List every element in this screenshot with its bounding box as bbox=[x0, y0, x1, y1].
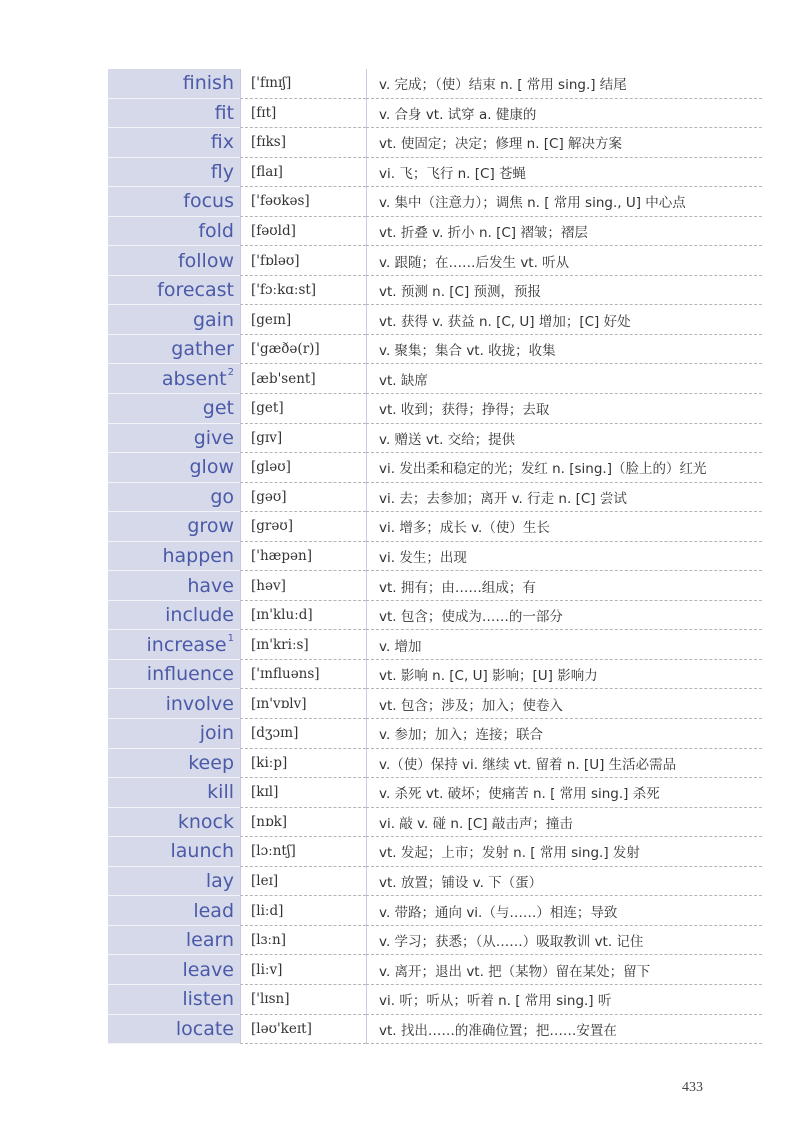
vocab-row bbox=[108, 601, 762, 631]
vocab-row bbox=[108, 571, 762, 601]
vocab-word-text: listen bbox=[182, 988, 234, 1011]
vocab-word bbox=[108, 483, 240, 513]
vocab-row bbox=[108, 364, 762, 394]
vocab-definition: vi. 听；听从；听着 n. [ 常用 sing.] 听 bbox=[366, 985, 762, 1015]
vocab-word-text: have bbox=[187, 574, 234, 597]
vocab-pronunciation: [ləʊ'keɪt] bbox=[240, 1015, 366, 1045]
vocab-pronunciation: [flaɪ] bbox=[240, 158, 366, 188]
page-number: 433 bbox=[682, 1080, 703, 1095]
vocab-definition: vi. 飞；飞行 n. [C] 苍蝇 bbox=[366, 158, 762, 188]
vocab-word-text: glow bbox=[189, 456, 234, 479]
vocab-definition: vt. 包含；使成为……的一部分 bbox=[366, 601, 762, 631]
vocab-row bbox=[108, 217, 762, 247]
vocab-word-text: learn bbox=[185, 929, 234, 952]
vocab-word-text: get bbox=[202, 397, 234, 420]
vocab-word-text: fold bbox=[198, 220, 234, 242]
vocab-word-text: kill bbox=[207, 781, 234, 804]
vocab-definition: vt. 预测 n. [C] 预测，预报 bbox=[366, 276, 762, 306]
vocab-pronunciation: [liːv] bbox=[240, 955, 366, 985]
vocab-word bbox=[108, 512, 240, 542]
vocab-definition: v. 离开；退出 vt. 把（某物）留在某处；留下 bbox=[366, 955, 762, 985]
vocab-word-superscript: 1 bbox=[227, 633, 234, 645]
vocab-word bbox=[108, 926, 240, 956]
vocab-definition: vt. 找出……的准确位置；把……安置在 bbox=[366, 1015, 762, 1045]
vocab-word-text: knock bbox=[177, 810, 234, 833]
vocab-definition: vt. 获得 v. 获益 n. [C, U] 增加；[C] 好处 bbox=[366, 305, 762, 335]
vocab-word-text: go bbox=[210, 485, 234, 508]
vocab-word-text: lay bbox=[205, 870, 234, 893]
vocab-word bbox=[108, 542, 240, 572]
vocab-word bbox=[108, 305, 240, 335]
vocab-word-text: fit bbox=[214, 101, 234, 124]
vocab-row bbox=[108, 424, 762, 454]
vocab-pronunciation: ['lɪsn] bbox=[240, 985, 366, 1015]
vocab-row bbox=[108, 896, 762, 926]
vocab-pronunciation: [dʒɔɪn] bbox=[240, 719, 366, 749]
vocab-definition: v. 合身 vt. 试穿 a. 健康的 bbox=[366, 99, 762, 129]
vocab-word bbox=[108, 128, 240, 158]
vocab-definition: vt. 发起；上市；发射 n. [ 常用 sing.] 发射 bbox=[366, 837, 762, 867]
vocab-pronunciation: [gɪv] bbox=[240, 424, 366, 454]
vocab-row bbox=[108, 985, 762, 1015]
vocab-row bbox=[108, 837, 762, 867]
vocab-definition: v. 增加 bbox=[366, 630, 762, 660]
vocab-pronunciation: [gləʊ] bbox=[240, 453, 366, 483]
vocab-definition: vi. 增多；成长 v.（使）生长 bbox=[366, 512, 762, 542]
vocab-word-text: grow bbox=[187, 515, 234, 538]
vocab-word-text: launch bbox=[170, 840, 234, 863]
vocab-word-text: lead bbox=[193, 899, 234, 922]
vocab-word bbox=[108, 778, 240, 808]
vocab-pronunciation: ['fɒləʊ] bbox=[240, 246, 366, 276]
vocab-word bbox=[108, 394, 240, 424]
vocab-row bbox=[108, 1015, 762, 1045]
vocab-pronunciation: ['ɪnfluəns] bbox=[240, 660, 366, 690]
vocab-word-text: include bbox=[165, 604, 234, 627]
vocabulary-table bbox=[108, 69, 762, 1044]
vocab-pronunciation: [ɪn'vɒlv] bbox=[240, 689, 366, 719]
vocab-pronunciation: [grəʊ] bbox=[240, 512, 366, 542]
vocab-word-text: influence bbox=[146, 663, 234, 686]
vocab-row bbox=[108, 955, 762, 985]
vocab-word bbox=[108, 896, 240, 926]
vocab-pronunciation: ['fɔːkɑːst] bbox=[240, 276, 366, 306]
vocab-word bbox=[108, 689, 240, 719]
vocab-definition: vt. 缺席 bbox=[366, 364, 762, 394]
vocab-row bbox=[108, 394, 762, 424]
vocab-word-text: happen bbox=[162, 545, 234, 568]
vocab-pronunciation: [ɪn'kriːs] bbox=[240, 630, 366, 660]
vocab-word-text: absent bbox=[161, 367, 227, 390]
vocab-pronunciation: [liːd] bbox=[240, 896, 366, 926]
vocab-word-text: increase bbox=[146, 633, 227, 656]
vocab-definition: vi. 去；去参加；离开 v. 行走 n. [C] 尝试 bbox=[366, 483, 762, 513]
vocab-pronunciation: [fɪks] bbox=[240, 128, 366, 158]
vocab-word bbox=[108, 630, 240, 660]
vocab-row bbox=[108, 99, 762, 129]
vocab-definition: v. 聚集；集合 vt. 收拢；收集 bbox=[366, 335, 762, 365]
vocab-word bbox=[108, 246, 240, 276]
vocab-pronunciation: [æb'sent] bbox=[240, 364, 366, 394]
vocab-row bbox=[108, 926, 762, 956]
vocab-word bbox=[108, 335, 240, 365]
vocab-pronunciation: [ɪn'kluːd] bbox=[240, 601, 366, 631]
vocab-word bbox=[108, 808, 240, 838]
vocab-row bbox=[108, 69, 762, 99]
vocab-word bbox=[108, 187, 240, 217]
vocab-row bbox=[108, 276, 762, 306]
vocab-word bbox=[108, 276, 240, 306]
vocab-pronunciation: [lɔːntʃ] bbox=[240, 837, 366, 867]
vocab-row bbox=[108, 305, 762, 335]
vocab-word-superscript: 2 bbox=[227, 367, 234, 379]
vocab-definition: vt. 影响 n. [C, U] 影响；[U] 影响力 bbox=[366, 660, 762, 690]
vocab-word-text: give bbox=[193, 426, 234, 449]
vocab-word-text: focus bbox=[183, 190, 234, 213]
vocab-definition: vi. 发生；出现 bbox=[366, 542, 762, 572]
vocab-pronunciation: [fɪt] bbox=[240, 99, 366, 129]
vocab-pronunciation: [leɪ] bbox=[240, 867, 366, 897]
vocab-word bbox=[108, 601, 240, 631]
vocab-pronunciation: [fəʊld] bbox=[240, 217, 366, 247]
vocab-word bbox=[108, 424, 240, 454]
vocab-word bbox=[108, 837, 240, 867]
vocab-pronunciation: ['fəʊkəs] bbox=[240, 187, 366, 217]
vocab-word bbox=[108, 217, 240, 247]
vocab-definition: vt. 包含；涉及；加入；使卷入 bbox=[366, 689, 762, 719]
vocab-definition: vt. 使固定；决定；修理 n. [C] 解决方案 bbox=[366, 128, 762, 158]
vocab-definition: v. 跟随；在……后发生 vt. 听从 bbox=[366, 246, 762, 276]
vocab-row bbox=[108, 630, 762, 660]
vocab-definition: v. 学习；获悉；（从……）吸取教训 vt. 记住 bbox=[366, 926, 762, 956]
vocab-word bbox=[108, 955, 240, 985]
vocab-pronunciation: [nɒk] bbox=[240, 808, 366, 838]
vocab-word bbox=[108, 364, 240, 394]
vocab-word-text: involve bbox=[165, 692, 234, 715]
vocab-row bbox=[108, 128, 762, 158]
vocab-pronunciation: [get] bbox=[240, 394, 366, 424]
vocab-definition: v. 带路；通向 vi.（与……）相连；导致 bbox=[366, 896, 762, 926]
vocab-row bbox=[108, 187, 762, 217]
vocab-row bbox=[108, 867, 762, 897]
vocab-pronunciation: ['fɪnɪʃ] bbox=[240, 69, 366, 99]
vocab-pronunciation: [kɪl] bbox=[240, 778, 366, 808]
vocab-definition: vt. 放置；铺设 v. 下（蛋） bbox=[366, 867, 762, 897]
vocab-definition: v.（使）保持 vi. 继续 vt. 留着 n. [U] 生活必需品 bbox=[366, 749, 762, 779]
vocab-word bbox=[108, 99, 240, 129]
vocab-row bbox=[108, 778, 762, 808]
vocab-definition: vi. 发出柔和稳定的光；发红 n. [sing.]（脸上的）红光 bbox=[366, 453, 762, 483]
vocab-word bbox=[108, 660, 240, 690]
vocab-definition: v. 杀死 vt. 破坏；使痛苦 n. [ 常用 sing.] 杀死 bbox=[366, 778, 762, 808]
vocab-word-text: gather bbox=[171, 338, 234, 361]
vocab-definition: v. 集中（注意力）；调焦 n. [ 常用 sing., U] 中心点 bbox=[366, 187, 762, 217]
vocab-word-text: leave bbox=[182, 958, 234, 981]
vocab-word-text: finish bbox=[182, 72, 234, 95]
vocab-word bbox=[108, 985, 240, 1015]
vocab-word-text: fly bbox=[210, 160, 234, 183]
vocab-definition: v. 完成；（使）结束 n. [ 常用 sing.] 结尾 bbox=[366, 69, 762, 99]
vocab-word-text: keep bbox=[188, 751, 234, 774]
vocab-word-text: join bbox=[199, 722, 234, 745]
vocab-definition: vt. 拥有；由……组成；有 bbox=[366, 571, 762, 601]
vocab-definition: vt. 折叠 v. 折小 n. [C] 褶皱；褶层 bbox=[366, 217, 762, 247]
vocab-word bbox=[108, 749, 240, 779]
vocab-word bbox=[108, 867, 240, 897]
vocab-word bbox=[108, 69, 240, 99]
vocab-pronunciation: [geɪn] bbox=[240, 305, 366, 335]
vocab-pronunciation: [gəʊ] bbox=[240, 483, 366, 513]
vocab-row bbox=[108, 453, 762, 483]
vocab-row bbox=[108, 660, 762, 690]
vocab-word-text: fix bbox=[210, 131, 234, 154]
vocab-word-text: locate bbox=[175, 1017, 234, 1040]
vocab-pronunciation: ['hæpən] bbox=[240, 542, 366, 572]
vocab-row bbox=[108, 749, 762, 779]
vocab-word bbox=[108, 453, 240, 483]
vocab-pronunciation: [həv] bbox=[240, 571, 366, 601]
vocab-definition: vi. 敲 v. 碰 n. [C] 敲击声；撞击 bbox=[366, 808, 762, 838]
vocab-definition: v. 赠送 vt. 交给；提供 bbox=[366, 424, 762, 454]
vocab-word-text: follow bbox=[177, 249, 234, 272]
vocab-row bbox=[108, 483, 762, 513]
vocab-definition: vt. 收到；获得；挣得；去取 bbox=[366, 394, 762, 424]
vocab-pronunciation: [kiːp] bbox=[240, 749, 366, 779]
vocab-word bbox=[108, 1015, 240, 1045]
vocab-row bbox=[108, 719, 762, 749]
vocab-pronunciation: ['gæðə(r)] bbox=[240, 335, 366, 365]
vocab-pronunciation: [lɜːn] bbox=[240, 926, 366, 956]
vocab-definition: v. 参加；加入；连接；联合 bbox=[366, 719, 762, 749]
vocab-row bbox=[108, 689, 762, 719]
vocab-word bbox=[108, 719, 240, 749]
vocab-word-text: forecast bbox=[157, 279, 234, 302]
vocab-word bbox=[108, 158, 240, 188]
vocab-row bbox=[108, 335, 762, 365]
vocab-row bbox=[108, 542, 762, 572]
vocab-row bbox=[108, 158, 762, 188]
vocab-word bbox=[108, 571, 240, 601]
vocab-row bbox=[108, 246, 762, 276]
vocab-word-text: gain bbox=[192, 308, 234, 331]
vocab-row bbox=[108, 808, 762, 838]
vocab-row bbox=[108, 512, 762, 542]
